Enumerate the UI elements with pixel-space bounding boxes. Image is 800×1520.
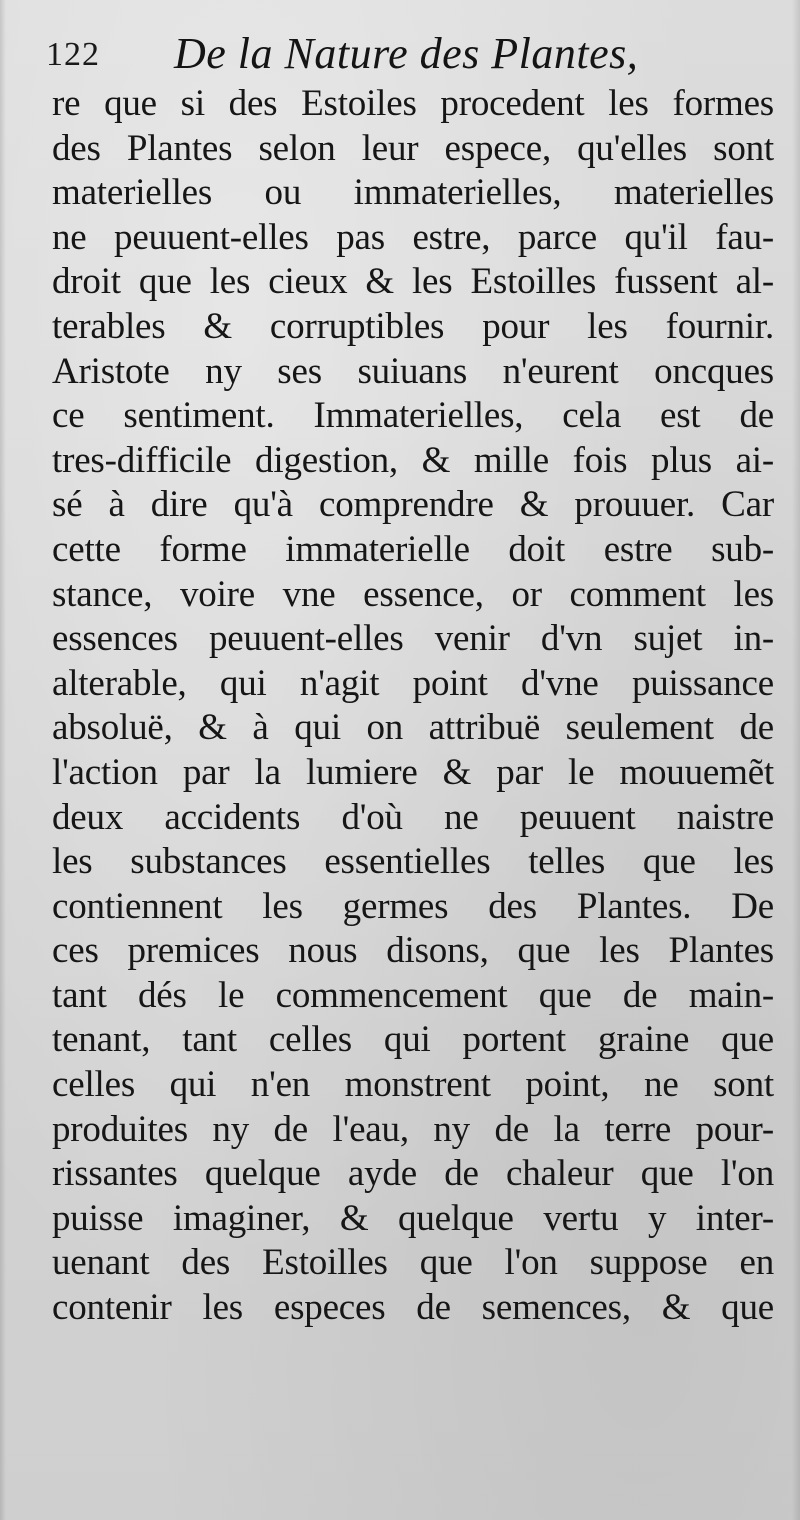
text-line: des Plantes selon leur espece, qu'elles sont: [52, 127, 774, 169]
text-line: materielles ou immaterielles, materielles: [52, 172, 774, 214]
text-line: tant dés le commencement que de main-: [52, 974, 774, 1016]
text-line: ces premices nous disons, que les Plantes: [52, 930, 774, 972]
text-line: ce sentiment. Immaterielles, cela est de: [52, 395, 774, 437]
text-line: essences peuuent-elles venir d'vn sujet in-: [52, 618, 774, 660]
text-line: les substances essentielles telles que les: [52, 841, 774, 883]
text-line: contiennent les germes des Plantes. De: [52, 885, 774, 927]
text-line: ne peuuent-elles pas estre, parce qu'il fau-: [52, 216, 774, 258]
text-body: [52, 82, 774, 1331]
text-line: rissantes quelque ayde de chaleur que l'on: [52, 1153, 774, 1195]
text-line: cette forme immaterielle doit estre sub-: [52, 528, 774, 570]
page-left-edge-shadow: [0, 0, 6, 1520]
text-line: alterable, qui n'agit point d'vne puissance: [52, 662, 774, 704]
text-line: droit que les cieux & les Estoilles fussent al-: [52, 261, 774, 303]
text-line: sé à dire qu'à comprendre & prouuer. Car: [52, 484, 774, 526]
text-line: celles qui n'en monstrent point, ne sont: [52, 1064, 774, 1106]
text-line: stance, voire vne essence, or comment les: [52, 573, 774, 615]
running-title: De la Nature des Plantes,: [174, 29, 639, 78]
text-line: uenant des Estoilles que l'on suppose en: [52, 1242, 774, 1284]
page-number: 122: [46, 36, 100, 73]
text-line: contenir les especes de semences, & que: [52, 1287, 774, 1329]
page-header: [46, 20, 766, 86]
text-line: terables & corruptibles pour les fournir.: [52, 305, 774, 347]
text-line: tres-difficile digestion, & mille fois plus ai-: [52, 439, 774, 481]
text-line: l'action par la lumiere & par le mouuemẽt: [52, 751, 774, 793]
text-line: produites ny de l'eau, ny de la terre pour-: [52, 1108, 774, 1150]
text-line: deux accidents d'où ne peuuent naistre: [52, 796, 774, 838]
page-right-edge-shadow: [792, 0, 800, 1520]
text-line: absoluë, & à qui on attribuë seulement de: [52, 707, 774, 749]
text-line: tenant, tant celles qui portent graine que: [52, 1019, 774, 1061]
text-line: puisse imaginer, & quelque vertu y inter-: [52, 1197, 774, 1239]
text-line: re que si des Estoiles procedent les formes: [52, 83, 774, 124]
text-line: Aristote ny ses suiuans n'eurent oncques: [52, 350, 774, 392]
